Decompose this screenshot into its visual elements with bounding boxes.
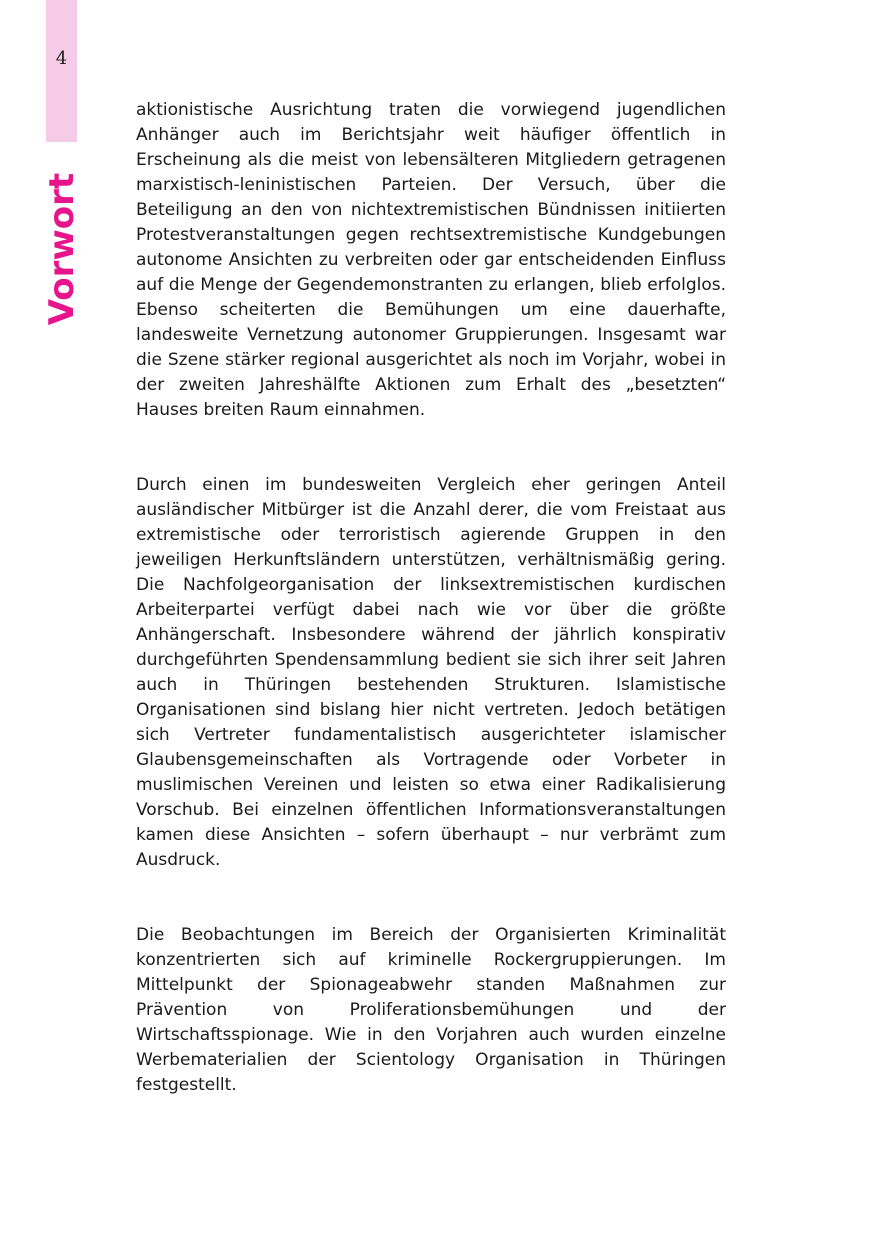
paragraph: Durch einen im bundesweiten Vergleich eher geringen Anteil ausländischer Mitbürger ist die Anzahl derer, die vom Freistaat aus extremistische oder terroristisch agierende Gruppen in den jeweiligen Herkunftsländern unterstützen, verhältnismäßig gering. Die Nachfolgeorganisation der linksextremistischen kurdischen Arbeiterpartei verfügt dabei nach wie vor über die größte Anhängerschaft. Insbesondere während der jährlich konspirativ durchgeführten Spendensammlung bedient sie sich ihrer seit Jahren auch in Thüringen bestehenden Strukturen. Islamistische Organisationen sind bislang hier nicht vertreten. Jedoch betätigen sich Vertreter fundamentalistisch ausgerichteter islamischer Glaubensgemeinschaften als Vortragende oder Vorbeter in muslimischen Vereinen und leisten so etwa einer Radikalisierung Vorschub. Bei einzelnen öffentlichen Informationsveranstaltungen kamen diese Ansichten – sofern überhaupt – nur verbrämt zum Ausdruck.: [136, 475, 726, 870]
body-text: [136, 98, 726, 1098]
paragraph: Die Beobachtungen im Bereich der Organisierten Kriminalität konzentrierten sich auf kriminelle Rockergruppierungen. Im Mittelpunkt der Spionageabwehr standen Maßnahmen zur Prävention von Proliferationsbemühungen und der Wirtschaftsspionage. Wie in den Vorjahren auch wurden einzelne Werbematerialien der Scientology Organisation in Thüringen festgestellt.: [136, 925, 726, 1095]
page-tab: [46, 0, 77, 142]
paragraph: aktionistische Ausrichtung traten die vorwiegend jugendlichen Anhänger auch im Berichtsjahr weit häufiger öffentlich in Erscheinung als die meist von lebensälteren Mitgliedern getragenen marxistisch-leninistischen Parteien. Der Versuch, über die Beteiligung an den von nichtextremistischen Bündnissen initiierten Protestveranstaltungen gegen rechtsextremistische Kundgebungen autonome Ansichten zu verbreiten oder gar entscheidenden Einfluss auf die Menge der Gegendemonstranten zu erlangen, blieb erfolglos. Ebenso scheiterten die Bemühungen um eine dauerhafte, landesweite Vernetzung autonomer Gruppierungen. Insgesamt war die Szene stärker regional ausgerichtet als noch im Vorjahr, wobei in der zweiten Jahreshälfte Aktionen zum Erhalt des „besetzten“ Hauses breiten Raum einnahmen.: [136, 100, 726, 420]
page-number: 4: [55, 48, 68, 69]
section-label: Vorwort: [42, 172, 82, 326]
